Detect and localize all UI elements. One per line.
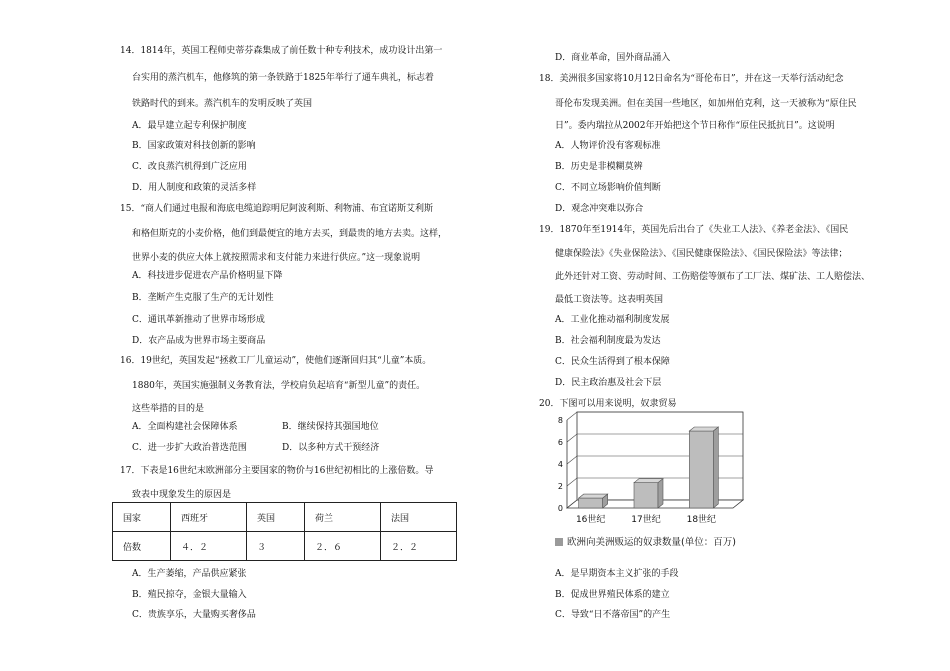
table-cell: 英国 [246,503,304,532]
q16-option-c[interactable]: C．进一步扩大政治普选范围 [132,443,247,453]
chart-legend [555,534,736,548]
q16-option-b[interactable]: B．继续保持其强国地位 [282,422,379,432]
chart-y-tick-label: 8 [557,416,563,425]
table-cell: 法国 [380,503,456,532]
q20-stem: 20．下图可以用来说明，奴隶贸易 [539,399,677,409]
q15-option-d[interactable]: D．农产品成为世界市场主要商品 [132,336,266,346]
table-cell: 西班牙 [171,503,247,532]
q16-option-d[interactable]: D．以多种方式干预经济 [282,443,380,453]
q14-stem-line-3: 铁路时代的到来。蒸汽机车的发明反映了英国 [132,99,313,109]
q16-option-a[interactable]: A．全面构建社会保障体系 [132,422,238,432]
chart-x-tick-label: 16世纪 [575,515,606,525]
table-cell: ３ [246,532,304,561]
table-cell: ４．２ [171,532,247,561]
q15-option-b[interactable]: B．垄断产生克服了生产的无计划性 [132,293,274,303]
q14-stem-line-1: 14．1814年，英国工程师史蒂芬森集成了前任数十种专利技术，成功设计出第一 [120,46,443,56]
table-cell: ２．６ [304,532,380,561]
q18-option-d[interactable]: D．观念冲突难以弥合 [555,204,644,214]
q19-option-c[interactable]: C．民众生活得到了根本保障 [555,357,670,367]
q18-stem-line-3: 日”。委内瑞拉从2002年开始把这个节日称作“原住民抵抗日”。这说明 [555,121,835,131]
q17-option-d[interactable]: D．商业革命，国外商品涌入 [555,53,671,63]
legend-swatch [555,538,563,546]
q18-stem-line-1: 18．美洲很多国家将10月12日命名为“哥伦布日”，并在这一天举行活动纪念 [539,74,844,84]
chart-x-tick-label: 18世纪 [686,515,717,525]
table-row [113,503,457,532]
q18-option-c[interactable]: C．不同立场影响价值判断 [555,183,661,193]
q15-stem-line-2: 和格但斯克的小麦价格，他们到最便宜的地方去买，到最贵的地方去卖。这样， [132,229,448,239]
q14-option-c[interactable]: C．改良蒸汽机得到广泛应用 [132,162,247,172]
q19-option-b[interactable]: B．社会福利制度最为发达 [555,336,661,346]
q15-stem-line-1: 15．“商人们通过电报和海底电缆追踪明尼阿波利斯、利物浦、布宜诺斯艾利斯 [120,204,434,214]
chart-bar-side [658,479,663,508]
chart-bar-side [713,427,718,508]
q19-stem-line-4: 最低工资法等。这表明英国 [555,295,664,305]
q19-option-a[interactable]: A．工业化推动福利制度发展 [555,315,670,325]
chart-bar [579,498,603,508]
q18-stem-line-2: 哥伦布发现美洲。但在美国一些地区，如加州伯克利，这一天被称为“原住民 [555,99,857,109]
q14-option-b[interactable]: B．国家政策对科技创新的影响 [132,141,256,151]
q17-option-c[interactable]: C．贵族享乐，大量购买奢侈品 [132,610,256,620]
q15-stem-line-3: 世界小麦的供应大体上就按照需求和支付能力来进行供应。”这一现象说明 [132,253,421,263]
table-cell: 倍数 [113,532,171,561]
table-row [113,532,457,561]
q19-stem-line-3: 此外还针对工资、劳动时间、工伤赔偿等颁布了工厂法、煤矿法、工人赔偿法、 [555,272,871,282]
q16-stem-line-3: 这些举措的目的是 [132,404,205,414]
q15-option-c[interactable]: C．通讯革新推动了世界市场形成 [132,315,265,325]
chart-y-tick-label: 6 [557,438,563,447]
q17-option-a[interactable]: A．生产萎缩，产品供应紧张 [132,569,247,579]
q19-stem-line-2: 健康保险法》《失业保险法》、《国民健康保险法》、《国民保险法》等法律； [555,249,848,259]
q17-stem-line-1: 17．下表是16世纪末欧洲部分主要国家的物价与16世纪初相比的上涨倍数。导 [120,466,434,476]
q20-option-b[interactable]: B．促成世界殖民体系的建立 [555,590,670,600]
chart-bar [689,431,713,508]
q19-option-d[interactable]: D．民主政治惠及社会下层 [555,378,662,388]
q19-stem-line-1: 19．1870年至1914年，英国先后出台了《失业工人法》、《养老金法》、《国民 [539,225,849,235]
price-table [112,502,457,561]
q15-option-a[interactable]: A．科技进步促进农产品价格明显下降 [132,271,283,281]
chart-x-tick-label: 17世纪 [631,515,661,525]
q17-option-b[interactable]: B．殖民掠夺，金银大量输入 [132,590,247,600]
table-cell: 荷兰 [304,503,380,532]
q14-option-d[interactable]: D．用人制度和政策的灵活多样 [132,183,257,193]
q17-stem-line-2: 致表中现象发生的原因是 [132,490,232,500]
q20-option-c[interactable]: C．导致“日不落帝国”的产生 [555,610,671,620]
table-cell: ２．２ [380,532,456,561]
chart-y-tick-label: 4 [557,460,563,469]
q16-stem-line-1: 16．19世纪，英国发起“拯救工厂儿童运动”，使他们逐渐回归其“儿童”本质。 [120,356,432,366]
chart-y-tick-label: 2 [557,482,563,491]
q16-stem-line-2: 1880年，英国实施强制义务教育法，学校肩负起培育“新型儿童”的责任。 [132,381,426,391]
q18-option-a[interactable]: A．人物评价没有客观标准 [555,141,661,151]
table-cell: 国家 [113,503,171,532]
q14-option-a[interactable]: A．最早建立起专利保护制度 [132,121,247,131]
chart-bar [634,483,658,508]
q20-option-a[interactable]: A．是早期资本主义扩张的手段 [555,569,679,579]
q18-option-b[interactable]: B．历史是非模糊莫辨 [555,162,643,172]
chart-y-tick-label: 0 [557,504,563,513]
chart-legend-label: 欧洲向美洲贩运的奴隶数量(单位：百万) [567,537,736,548]
q14-stem-line-2: 台实用的蒸汽机车，他修筑的第一条铁路于1825年举行了通车典礼，标志着 [132,73,434,83]
